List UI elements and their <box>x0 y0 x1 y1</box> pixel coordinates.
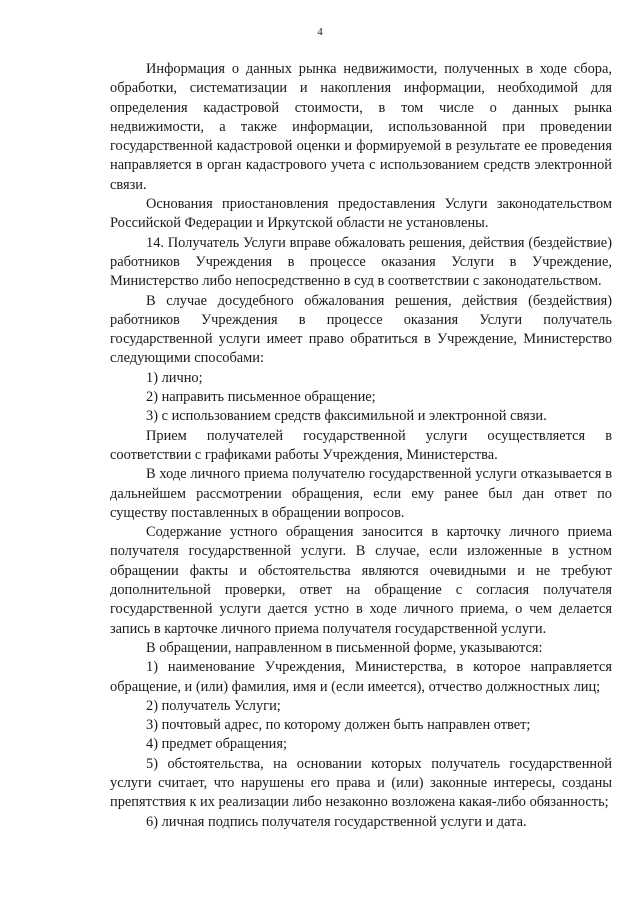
paragraph-market-info: Информация о данных рынка недвижимости, полученных в ходе сбора, обработки, систематизации и накопления информации, необходимой для определения кадастровой стоимости, в том числе о данных рынка недвижимости, а также информации, использованной при проведении государственной кадастровой оценки и формируемой в результате ее проведения направляется в орган кадастрового учета с использованием средств электронной связи. <box>110 61 612 193</box>
list-item-signature: 6) личная подпись получателя государственной услуги и дата. <box>146 813 527 830</box>
list-item-recipient: 2) получатель Услуги; <box>146 697 281 714</box>
paragraph-pretrial-appeal: В случае досудебного обжалования решения, действия (бездействия) работников Учреждения в процессе оказания Услуги получатель государственной услуги имеет право обратиться в Учреждение, Министерство следующими способами: <box>110 292 612 367</box>
paragraph-reception-schedule: Прием получателей государственной услуги осуществляется в соответствии с графиками работы Учреждения, Министерства. <box>110 427 612 463</box>
list-item-electronic: 3) с использованием средств факсимильной и электронной связи. <box>146 408 547 425</box>
paragraph-suspension-grounds: Основания приостановления предоставления Услуги законодательством Российской Федерации и Иркутской области не установлены. <box>110 196 612 232</box>
page-number: 4 <box>317 26 323 38</box>
document-body <box>110 60 612 832</box>
paragraph-appeal-right: 14. Получатель Услуги вправе обжаловать решения, действия (бездействие) работников Учреждения в процессе оказания Услуги в Учреждение, Министерство либо непосредственно в суд в соответствии с законодательством. <box>110 234 612 290</box>
paragraph-oral-appeal: Содержание устного обращения заносится в карточку личного приема получателя государственной услуги. В случае, если изложенные в устном обращении факты и обстоятельства являются очевидными и не требуют дополнительной проверки, ответ на обращение с согласия получателя государственной услуги дается устно в ходе личного приема, о чем делается запись в карточке личного приема получателя государственной услуги. <box>110 524 612 637</box>
paragraph-refusal: В ходе личного приема получателю государственной услуги отказывается в дальнейшем рассмотрении обращения, если ему ранее был дан ответ по существу поставленных в обращении вопросов. <box>110 466 612 521</box>
list-item-subject: 4) предмет обращения; <box>146 736 287 753</box>
list-item-addressee: 1) наименование Учреждения, Министерства, в которое направляется обращение, и (или) фамилия, имя и (если имеется), отчество должностных лиц; <box>110 659 612 695</box>
list-item-postal-address: 3) почтовый адрес, по которому должен быть направлен ответ; <box>146 717 531 734</box>
list-item-circumstances: 5) обстоятельства, на основании которых получатель государственной услуги считает, что нарушены его права и (или) законные интересы, созданы препятствия к их реализации либо незаконно возложена какая-либо обязанность; <box>110 755 612 811</box>
list-item-in-person: 1) лично; <box>146 369 203 386</box>
list-item-written: 2) направить письменное обращение; <box>146 389 376 406</box>
paragraph-written-contents: В обращении, направленном в письменной форме, указываются: <box>146 639 543 656</box>
